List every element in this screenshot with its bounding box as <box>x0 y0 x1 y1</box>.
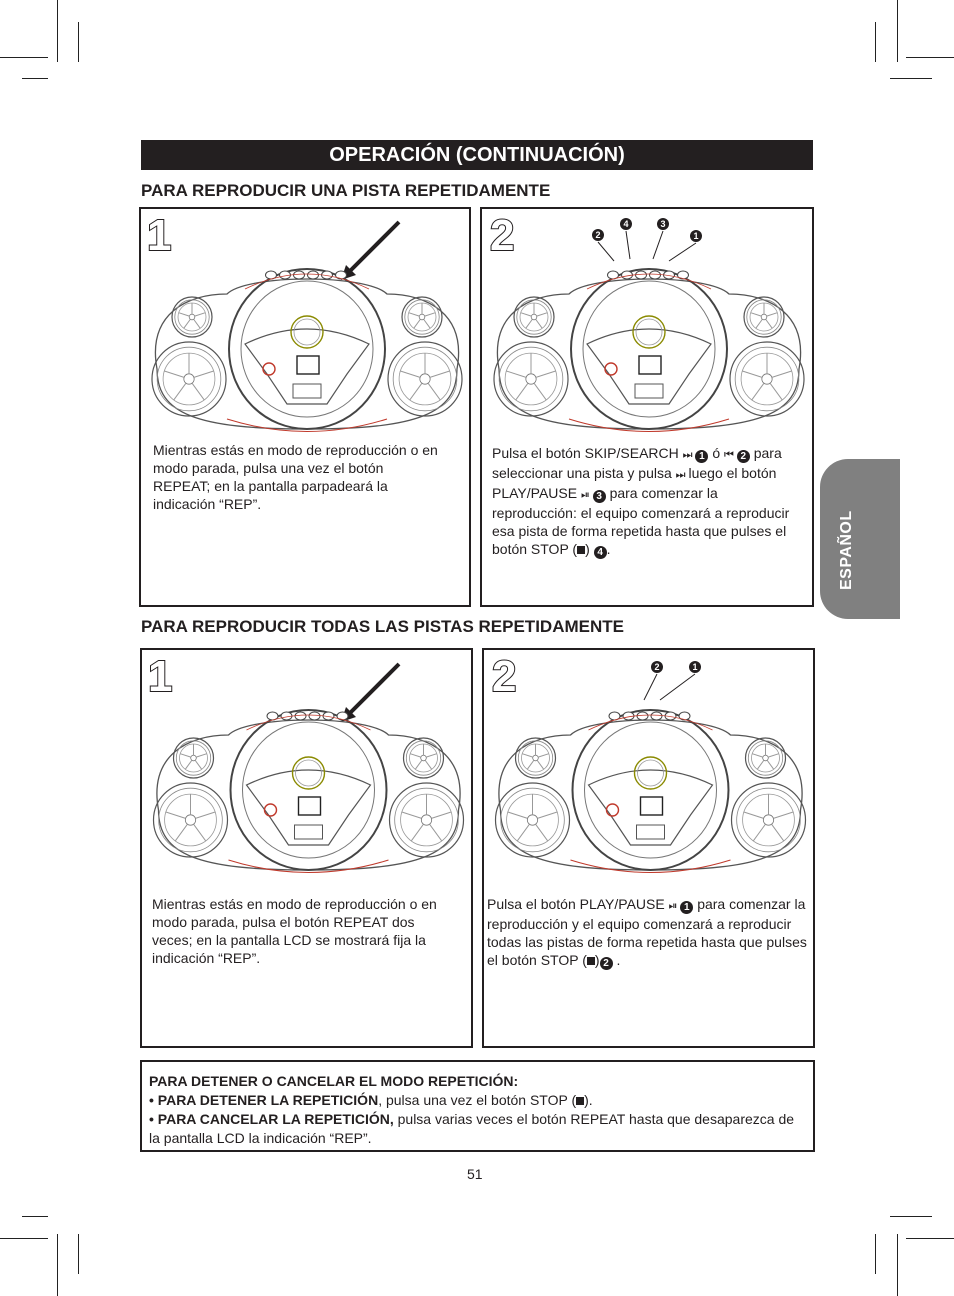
page-number: 51 <box>467 1166 483 1182</box>
callout-badge: 3 <box>657 218 669 230</box>
step-panel-1 <box>139 207 471 607</box>
skip-next-icon: ⏭ <box>682 449 692 461</box>
step-number: 1 <box>148 652 173 701</box>
crop-mark <box>0 57 48 58</box>
badge-2-icon: 2 <box>600 957 613 970</box>
language-tab <box>820 459 900 619</box>
callout-badge: 4 <box>620 218 632 230</box>
note-item-text: ). <box>584 1092 593 1108</box>
device-illustration <box>484 695 817 895</box>
callout-badge: 2 <box>651 661 663 673</box>
text-segment: para comenzar la reproducción: el equipo comenzará a reproducir esa pista de forma repetida hasta que pulses el botón STOP ( <box>492 485 790 557</box>
stop-icon <box>587 957 595 965</box>
crop-mark <box>78 22 79 62</box>
section-title-all-repeat: PARA REPRODUCIR TODAS LAS PISTAS REPETIDAMENTE <box>141 617 624 636</box>
step-description <box>487 895 813 970</box>
crop-mark <box>890 1216 932 1217</box>
play-pause-icon: ⏯ <box>668 900 677 912</box>
crop-mark <box>897 0 898 62</box>
crop-mark <box>906 1238 954 1239</box>
stop-icon <box>577 546 585 554</box>
device-illustration <box>142 695 475 895</box>
note-box <box>140 1060 815 1152</box>
text-segment: . <box>616 952 621 968</box>
step-description <box>492 444 797 559</box>
crop-mark <box>22 1216 48 1217</box>
note-heading: PARA DETENER O CANCELAR EL MODO REPETICIÓN: <box>149 1073 519 1089</box>
step-panel-2 <box>480 207 814 607</box>
text-segment: luego el botón PLAY/PAUSE <box>492 465 777 501</box>
badge-1-icon: 1 <box>695 450 708 463</box>
step-description: Mientras estás en modo de reproducción o en modo parada, pulsa el botón REPEAT dos veces; en la pantalla LCD se mostrará fija la indicación “REP”. <box>152 896 437 966</box>
text-segment: . <box>606 541 611 557</box>
language-tab-label: ESPAÑOL <box>838 510 855 590</box>
play-pause-icon: ⏯ <box>580 489 589 501</box>
note-item-text: pulsa varias veces el botón REPEAT hasta que desaparezca de la pantalla LCD la indicación “REP”. <box>149 1111 795 1146</box>
crop-mark <box>875 22 876 62</box>
crop-mark <box>890 78 932 79</box>
crop-mark <box>78 1234 79 1274</box>
crop-mark <box>57 1234 58 1296</box>
text-segment: ) <box>594 952 600 968</box>
page-title: OPERACIÓN (CONTINUACIÓN) <box>141 140 813 170</box>
text-segment: para comenzar la reproducción y el equipo comenzará a reproducir todas las pistas de forma repetida hasta que pulses el botón STOP ( <box>487 896 807 968</box>
badge-1-icon: 1 <box>680 901 693 914</box>
callout-badge: 2 <box>592 229 604 241</box>
note-item-bold: • PARA CANCELAR LA REPETICIÓN, <box>149 1111 394 1127</box>
crop-mark <box>0 1238 48 1239</box>
skip-prev-icon: ⏮ <box>724 449 733 461</box>
callout-badge: 1 <box>690 230 702 242</box>
step-description: Mientras estás en modo de reproducción o en modo parada, pulsa una vez el botón REPEAT; en la pantalla parpadeará la indicación “REP”. <box>153 442 438 512</box>
device-illustration <box>482 254 816 454</box>
note-item-bold: • PARA DETENER LA REPETICIÓN <box>149 1092 379 1108</box>
callout-badge: 1 <box>689 661 701 673</box>
step-number: 2 <box>492 652 517 701</box>
step-number: 1 <box>147 211 172 260</box>
note-item-stop <box>149 1091 806 1110</box>
step-number: 2 <box>490 211 515 260</box>
text-segment: ) <box>585 541 590 557</box>
badge-2-icon: 2 <box>737 450 750 463</box>
text-segment: Pulsa el botón PLAY/PAUSE <box>487 896 665 912</box>
step-panel-2 <box>482 648 815 1048</box>
text-segment: para seleccionar una pista y pulsa <box>492 445 782 481</box>
section-title-single-repeat: PARA REPRODUCIR UNA PISTA REPETIDAMENTE <box>141 181 551 200</box>
text-segment: ó <box>712 445 721 461</box>
crop-mark <box>875 1234 876 1274</box>
badge-3-icon: 3 <box>593 490 606 503</box>
stop-icon <box>576 1097 584 1105</box>
badge-4-icon: 4 <box>594 546 607 559</box>
skip-next-icon: ⏭ <box>675 469 685 481</box>
crop-mark <box>897 1234 898 1296</box>
crop-mark <box>906 57 954 58</box>
note-item-cancel <box>149 1110 806 1148</box>
crop-mark <box>57 0 58 62</box>
crop-mark <box>22 78 48 79</box>
text-segment: Pulsa el botón SKIP/SEARCH <box>492 445 679 461</box>
device-illustration <box>141 254 473 454</box>
step-panel-1 <box>140 648 473 1048</box>
note-item-text: , pulsa una vez el botón STOP ( <box>378 1092 577 1108</box>
